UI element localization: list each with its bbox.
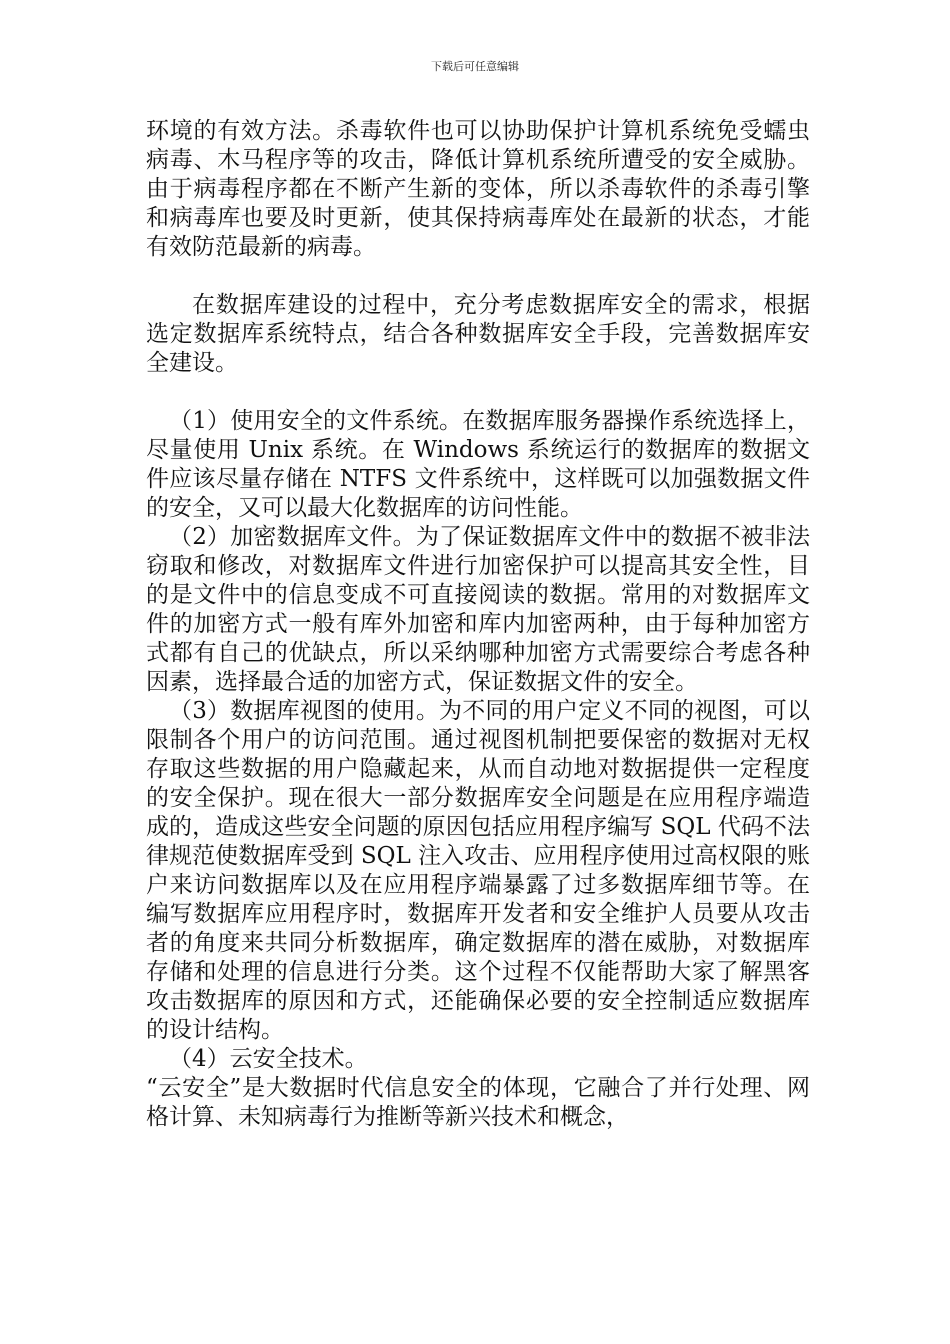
paragraph-item-1-file-system: （1）使用安全的文件系统。在数据库服务器操作系统选择上，尽量使用 Unix 系统。在 Windows 系统运行的数据库的数据文件应该尽量存储在 NTFS 文件系统中，这样既可以加强数据文件的安全，又可以最大化数据库的访问性能。 (146, 408, 810, 521)
paragraph-gap (146, 378, 810, 407)
page-header: 下载后可任意编辑 (431, 60, 519, 73)
paragraph-database-construction: 在数据库建设的过程中，充分考虑数据库安全的需求，根据选定数据库系统特点，结合各种数据库安全手段，完善数据库安全建设。 (146, 292, 810, 376)
paragraph-gap (146, 262, 810, 291)
document-body (146, 117, 810, 1132)
paragraph-item-4-cloud-security: （4）云安全技术。 (169, 1046, 368, 1072)
paragraph-item-3-views: （3）数据库视图的使用。为不同的用户定义不同的视图，可以限制各个用户的访问范围。通过视图机制把要保密的数据对无权存取这些数据的用户隐藏起来，从而自动地对数据提供一定程度的安全保护。现在很大一部分数据库安全问题是在应用程序端造成的，造成这些安全问题的原因包括应用程序编写 SQL 代码不法律规范使数据库受到 SQL 注入攻击、应用程序使用过高权限的账户来访问数据库以及在应用程序端暴露了过多数据库细节等。在编写数据库应用程序时，数据库开发者和安全维护人员要从攻击者的角度来共同分析数据库，确定数据库的潜在威胁，对数据库存储和处理的信息进行分类。这个过程不仅能帮助大家了解黑客攻击数据库的原因和方式，还能确保必要的安全控制适应数据库的设计结构。 (146, 698, 810, 1043)
paragraph-cloud-security-intro: “云安全”是大数据时代信息安全的体现，它融合了并行处理、网格计算、未知病毒行为推断等新兴技术和概念， (146, 1075, 810, 1130)
paragraph-item-2-encryption: （2）加密数据库文件。为了保证数据库文件中的数据不被非法窃取和修改，对数据库文件进行加密保护可以提高其安全性，目的是文件中的信息变成不可直接阅读的数据。常用的对数据库文件的加密方式一般有库外加密和库内加密两种，由于每种加密方式都有自己的优缺点，所以采纳哪种加密方式需要综合考虑各种因素，选择最合适的加密方式，保证数据文件的安全。 (146, 524, 810, 695)
paragraph-antivirus: 环境的有效方法。杀毒软件也可以协助保护计算机系统免受蠕虫病毒、木马程序等的攻击，降低计算机系统所遭受的安全威胁。由于病毒程序都在不断产生新的变体，所以杀毒软件的杀毒引擎和病毒库也要及时更新，使其保持病毒库处在最新的状态，才能有效防范最新的病毒。 (146, 118, 810, 260)
